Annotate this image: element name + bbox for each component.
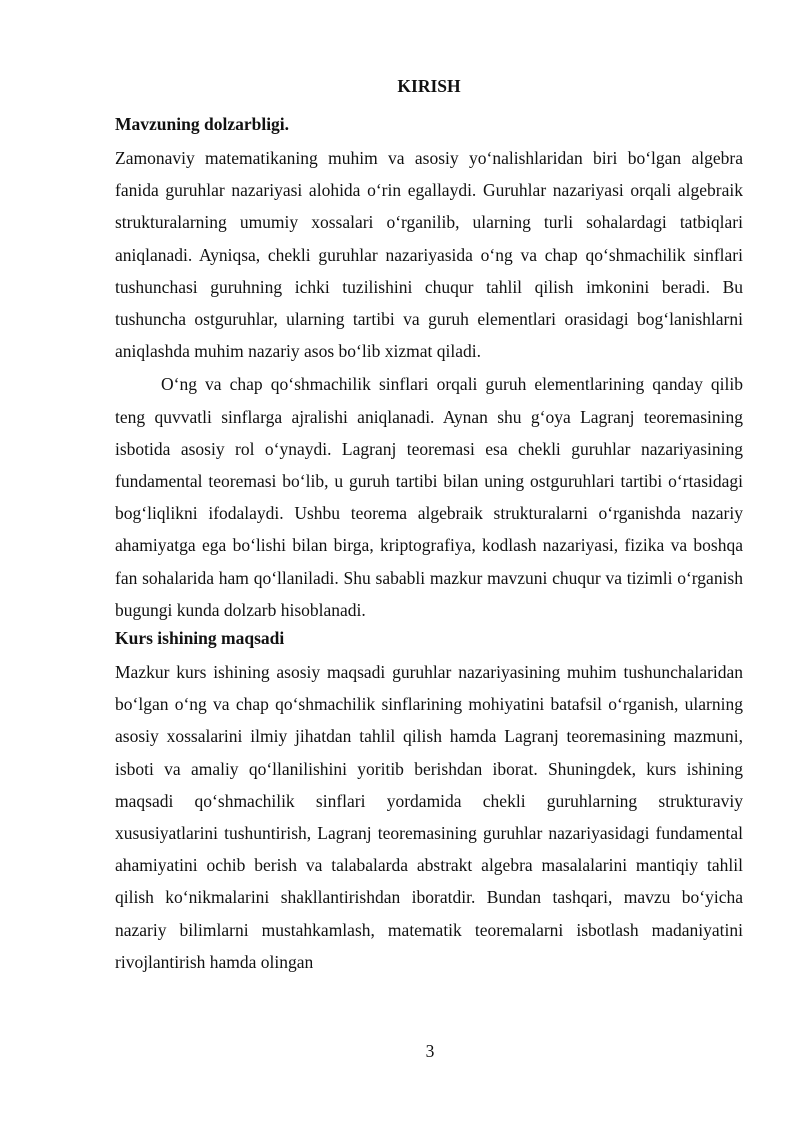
- section-heading-relevance: Mavzuning dolzarbligi.: [115, 114, 290, 134]
- page-title: KIRISH: [397, 76, 461, 96]
- document-page: [115, 76, 743, 979]
- page-number: 3: [425, 1041, 435, 1061]
- paragraph-goal-1: Mazkur kurs ishining asosiy maqsadi guruhlar nazariyasining muhim tushunchalaridan bo‘lgan o‘ng va chap qo‘shmachilik sinflarining mohiyatini batafsil o‘rganish, ularning asosiy xossalarini ilmiy jihatdan tahlil qilish hamda Lagranj teoremasining mazmuni, isboti va amaliy qo‘llanilishini yoritib berishdan iborat. Shuningdek, kurs ishining maqsadi qo‘shmachilik sinflari yordamida chekli guruhlarning strukturaviy xususiyatlarini tushuntirish, Lagranj teoremasining guruhlar nazariyasidagi fundamental ahamiyatini ochib berish va talabalarda abstrakt algebra masalalarini mantiqiy tahlil qilish ko‘nikmalarini shakllantirishdan iboratdir. Bundan tashqari, mavzu bo‘yicha nazariy bilimlarni mustahkamlash, matematik teoremalarni isbotlash madaniyatini rivojlantirish hamda olingan: [115, 662, 743, 972]
- paragraph-relevance-2: O‘ng va chap qo‘shmachilik sinflari orqali guruh elementlarining qanday qilib teng quvvatli sinflarga ajralishi aniqlanadi. Aynan shu g‘oya Lagranj teoremasining isbotida asosiy rol o‘ynaydi. Lagranj teoremasi esa chekli guruhlar nazariyasining fundamental teoremasi bo‘lib, u guruh tartibi bilan uning ostguruhlari tartibi o‘rtasidagi bog‘liqlikni ifodalaydi. Ushbu teorema algebraik strukturalarni o‘rganishda nazariy ahamiyatga ega bo‘lishi bilan birga, kriptografiya, kodlash nazariyasi, fizika va boshqa fan sohalarida ham qo‘llaniladi. Shu sababli mazkur mavzuni chuqur va tizimli o‘rganish bugungi kunda dolzarb hisoblanadi.: [115, 374, 743, 620]
- paragraph-relevance-1: Zamonaviy matematikaning muhim va asosiy yo‘nalishlaridan biri bo‘lgan algebra fanida guruhlar nazariyasi alohida o‘rin egallaydi. Guruhlar nazariyasi orqali algebraik strukturalarning umumiy xossalari o‘rganilib, ularning turli sohalardagi tatbiqlari aniqlanadi. Ayniqsa, chekli guruhlar nazariyasida o‘ng va chap qo‘shmachilik sinflari tushunchasi guruhning ichki tuzilishini chuqur tahlil qilish imkonini beradi. Bu tushuncha ostguruhlar, ularning tartibi va guruh elementlari orasidagi bog‘lanishlarni aniqlashda muhim nazariy asos bo‘lib xizmat qiladi.: [115, 148, 743, 362]
- section-heading-goal: Kurs ishining maqsadi: [115, 628, 285, 649]
